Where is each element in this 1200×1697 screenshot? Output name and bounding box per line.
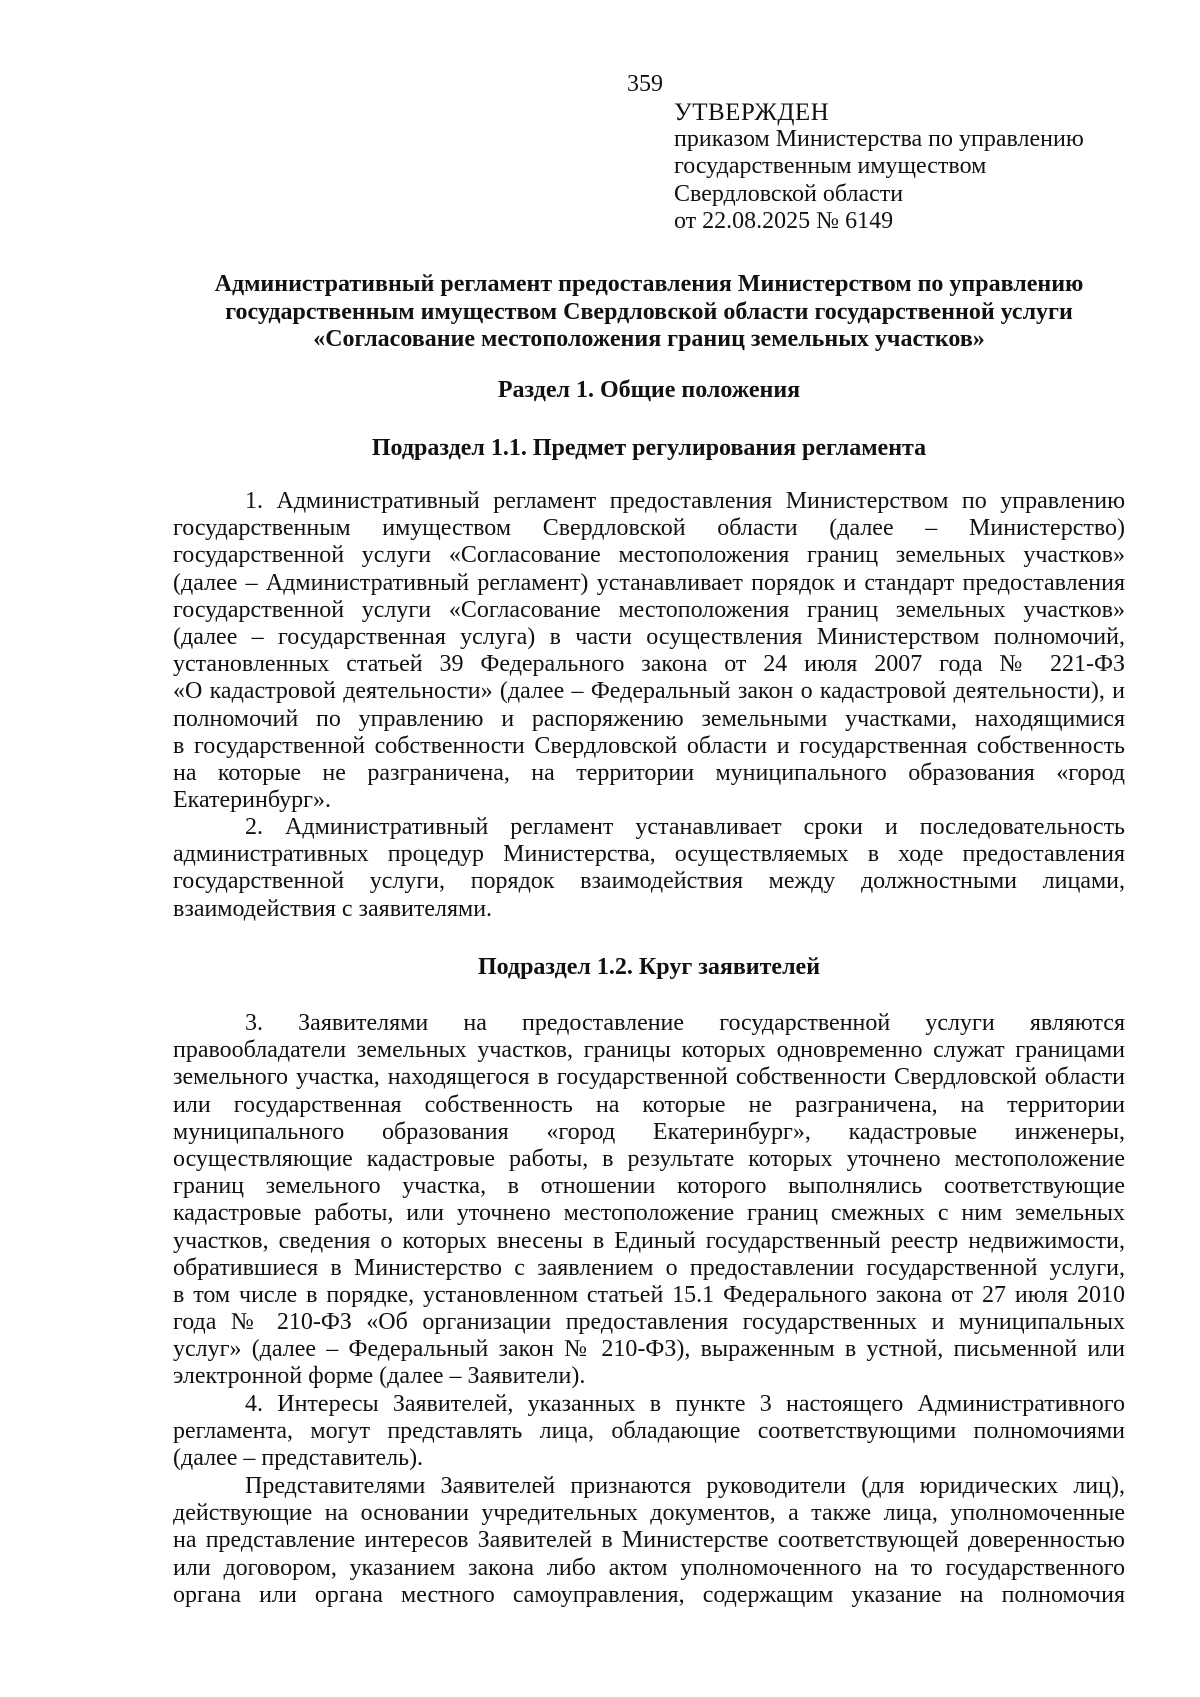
paragraph-2	[173, 814, 1125, 923]
text-line: в том числе в порядке, установленном статьей 15.1 Федерального закона от 27 июля 2010	[173, 1281, 1125, 1308]
text-line: административных процедур Министерства, осуществляемых в ходе предоставления	[173, 841, 1125, 868]
text-line: государственной услуги, порядок взаимодействия между должностными лицами,	[173, 868, 1125, 895]
text-line: Екатеринбург».	[173, 787, 331, 814]
text-line: 1. Административный регламент предоставления Министерством по управлению	[245, 488, 1125, 514]
text-line: регламента, могут представлять лица, обладающие соответствующими полномочиями	[173, 1418, 1125, 1445]
text-line: 2. Административный регламент устанавливает сроки и последовательность	[245, 814, 1125, 840]
text-line: муниципального образования «город Екатеринбург», кадастровые инженеры,	[173, 1118, 1125, 1145]
text-line: в государственной собственности Свердловской области и государственная собственность	[173, 732, 1125, 759]
text-line: органа или органа местного самоуправления, содержащим указание на полномочия	[173, 1581, 1125, 1608]
approval-line: приказом Министерства по управлению	[674, 126, 1084, 153]
subsection-heading: Подраздел 1.1. Предмет регулирования регламента	[371, 435, 927, 461]
text-line: полномочий по управлению и распоряжению земельными участками, находящимися	[173, 705, 1125, 732]
text-line: государственным имуществом Свердловской области (далее – Министерство)	[173, 515, 1125, 542]
text-line: Представителями Заявителей признаются руководители (для юридических лиц),	[245, 1473, 1125, 1499]
paragraph-4	[173, 1391, 1125, 1473]
document-title	[173, 271, 1125, 354]
text-line: на которые не разграничена, на территории муниципального образования «город	[173, 759, 1125, 786]
text-line: (далее – государственная услуга) в части осуществления Министерством полномочий,	[173, 623, 1125, 650]
text-line: на представление интересов Заявителей в Министерстве соответствующей доверенностью	[173, 1527, 1125, 1554]
text-line: года № 210-ФЗ «Об организации предоставления государственных и муниципальных	[173, 1309, 1125, 1336]
text-line: государственной услуги «Согласование местоположения границ земельных участков»	[173, 542, 1125, 569]
section-heading: Раздел 1. Общие положения	[497, 377, 801, 403]
text-line: взаимодействия с заявителями.	[173, 895, 493, 922]
approval-line: государственным имуществом	[674, 153, 987, 180]
text-line: 4. Интересы Заявителей, указанных в пункте 3 настоящего Административного	[245, 1391, 1125, 1417]
title-line: «Согласование местоположения границ земельных участков»	[313, 326, 985, 352]
title-line: Административный регламент предоставления Министерством по управлению	[214, 271, 1084, 297]
text-line: электронной форме (далее – Заявители).	[173, 1363, 586, 1390]
paragraph-5	[173, 1473, 1125, 1609]
text-line: (далее – представитель).	[173, 1445, 424, 1472]
text-line: участков, сведения о которых внесены в Единый государственный реестр недвижимости,	[173, 1227, 1125, 1254]
text-line: границ земельного участка, в отношении которого выполнялись соответствующие	[173, 1173, 1125, 1200]
text-line: 3. Заявителями на предоставление государственной услуги являются	[245, 1010, 1125, 1036]
paragraph-1	[173, 488, 1125, 814]
paragraph-3	[173, 1010, 1125, 1391]
title-line: государственным имуществом Свердловской области государственной услуги	[225, 298, 1073, 325]
approval-line: от 22.08.2025 № 6149	[674, 207, 894, 234]
subsection-heading: Подраздел 1.2. Круг заявителей	[477, 954, 821, 980]
text-line: или государственная собственность на которые не разграничена, на территории	[173, 1091, 1125, 1118]
text-line: действующие на основании учредительных документов, а также лица, уполномоченные	[173, 1500, 1125, 1527]
text-line: кадастровые работы, или уточнено местоположение границ смежных с ним земельных	[173, 1200, 1125, 1227]
approval-heading: УТВЕРЖДЕН	[674, 99, 830, 126]
text-line: (далее – Административный регламент) устанавливает порядок и стандарт предоставления	[173, 569, 1125, 596]
text-line: государственной услуги «Согласование местоположения границ земельных участков»	[173, 596, 1125, 623]
text-line: осуществляющие кадастровые работы, в результате которых уточнено местоположение	[173, 1145, 1125, 1172]
text-line: «О кадастровой деятельности» (далее – Федеральный закон о кадастровой деятельности), и	[173, 678, 1125, 705]
text-line: правообладатели земельных участков, границы которых одновременно служат границами	[173, 1037, 1125, 1064]
approval-line: Свердловской области	[674, 180, 904, 207]
text-line: услуг» (далее – Федеральный закон № 210-ФЗ), выраженным в устной, письменной или	[173, 1336, 1125, 1363]
text-line: установленных статьей 39 Федерального закона от 24 июля 2007 года № 221-ФЗ	[173, 651, 1125, 678]
text-line: земельного участка, находящегося в государственной собственности Свердловской области	[173, 1064, 1125, 1091]
approval-stamp	[674, 99, 1174, 235]
text-line: или договором, указанием закона либо актом уполномоченного на то государственного	[173, 1554, 1125, 1581]
text-line: обратившиеся в Министерство с заявлением о предоставлении государственной услуги,	[173, 1254, 1125, 1281]
page-number: 359	[627, 71, 663, 97]
